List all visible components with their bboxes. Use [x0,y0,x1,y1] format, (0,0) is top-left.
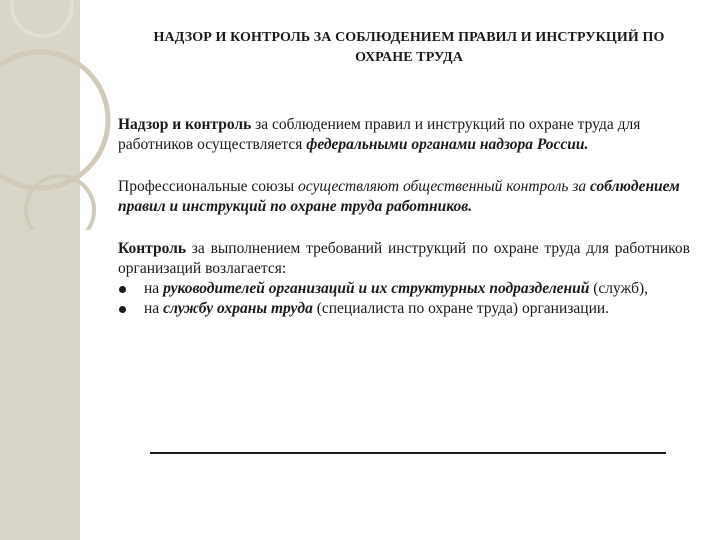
bullet-pre: на [144,300,164,317]
p1-emphasis: федеральными органами надзора России. [306,136,589,153]
p1-lead: Надзор и контроль [118,116,252,133]
horizontal-divider [150,452,666,454]
p2-text-2: за [572,178,591,195]
responsibility-list [118,279,690,319]
list-item [118,299,690,319]
bullet-icon [119,306,126,313]
bullet-post: (служб), [589,280,649,297]
p2-italic: осуществляют общественный контроль [298,178,573,195]
p3-lead: Контроль [118,240,187,257]
slide-content [118,115,690,319]
p2-text-1: Профессиональные союзы [118,178,299,195]
bullet-emphasis: руководителей организаций и их структурных подразделений [163,280,590,297]
paragraph-unions [118,177,690,217]
bullet-icon [119,286,126,293]
slide-title: НАДЗОР И КОНТРОЛЬ ЗА СОБЛЮДЕНИЕМ ПРАВИЛ И ИНСТРУКЦИЙ ПО ОХРАНЕ ТРУДА [153,30,665,65]
p3-text: за выполнением требований инструкций по охране труда для работников организаций возлагается: [118,240,690,277]
decorative-sidebar [0,0,80,540]
bullet-pre: на [144,280,164,297]
bullet-emphasis: службу охраны труда [163,300,313,317]
paragraph-supervision [118,115,690,155]
list-item [118,279,690,299]
bullet-post: (специалиста по охране труда) организации. [312,300,610,317]
p2-emphasis: соблюдением правил и инструкций по охране труда работников. [118,178,680,215]
paragraph-control [118,239,690,319]
p1-text: за соблюдением правил и инструкций по охране труда для работников осуществляется [118,116,641,153]
